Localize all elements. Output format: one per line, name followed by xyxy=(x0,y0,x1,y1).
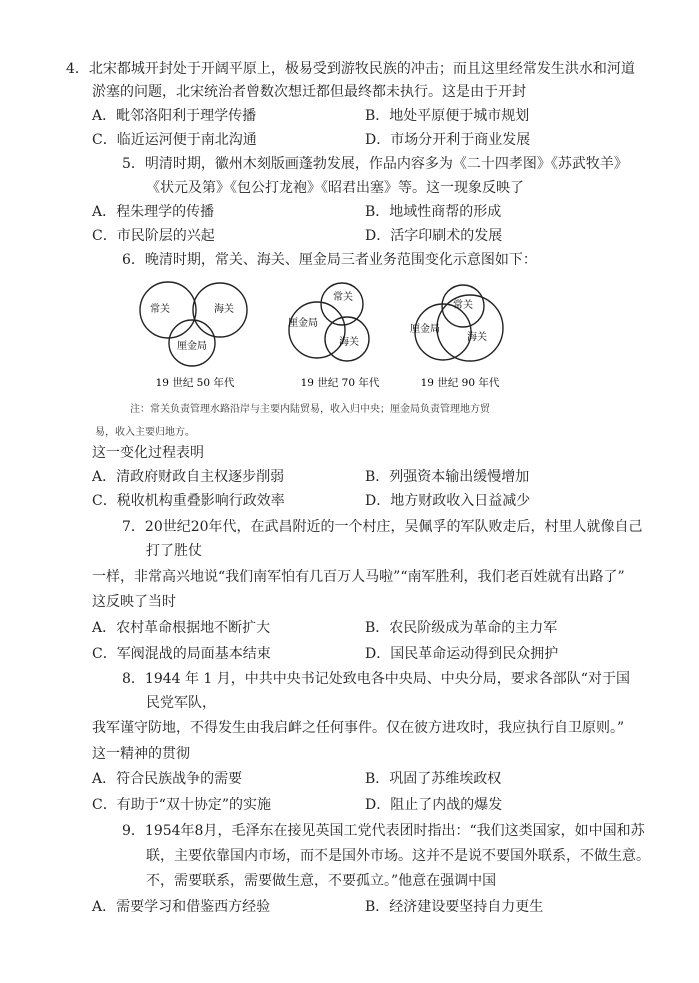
venn-1850s-svg xyxy=(130,280,260,392)
q9-option-a: A．需要学习和借鉴西方经验 xyxy=(92,899,271,915)
venn-1870s-svg xyxy=(285,280,395,392)
q5-option-d: D．活字印刷术的发展 xyxy=(365,228,503,244)
label-changguan: 常关 xyxy=(453,300,473,311)
q7-option-b: B．农民阶级成为革命的主力军 xyxy=(365,620,558,636)
q6-stem-line1: 6．晚清时期，常关、海关、厘金局三者业务范围变化示意图如下： xyxy=(122,252,537,268)
q9-option-b: B．经济建设要坚持自力更生 xyxy=(365,899,544,915)
label-haiguan: 海关 xyxy=(214,304,234,315)
label-lijinju: 厘金局 xyxy=(177,341,207,352)
q8-stem-line2: 民党军队， xyxy=(146,695,216,711)
q6-option-c: C．税收机构重叠影响行政效率 xyxy=(92,493,285,509)
q8-stem-line1: 8．1944 年 1 月，中共中央书记处致电各中央局、中央分局，要求各部队“对于国 xyxy=(122,671,630,687)
q6-option-a: A．清政府财政自主权逐步削弱 xyxy=(92,469,285,485)
q5-option-b: B．地域性商帮的形成 xyxy=(365,204,502,220)
label-changguan: 常关 xyxy=(150,304,170,315)
q9-stem-line3: 不，需要联系，需要做生意，不要孤立。”他意在强调中国 xyxy=(146,873,497,889)
q8-stem-line4: 这一精神的贯彻 xyxy=(92,746,190,762)
q6-option-b: B．列强资本输出缓慢增加 xyxy=(365,469,530,485)
circle-lijinju xyxy=(289,302,345,358)
label-haiguan: 海关 xyxy=(339,337,359,348)
q7-option-a: A．农村革命根据地不断扩大 xyxy=(92,620,271,636)
q9-stem-line1: 9．1954年8月，毛泽东在接见英国工党代表团时指出：“我们这类国家，如中国和苏 xyxy=(122,823,645,839)
q5-option-c: C．市民阶层的兴起 xyxy=(92,228,215,244)
q4-option-d: D．市场分开利于商业发展 xyxy=(365,132,531,148)
q4-option-b: B．地处平原便于城市规划 xyxy=(365,108,530,124)
label-haiguan: 海关 xyxy=(467,332,487,343)
label-lijinju: 厘金局 xyxy=(288,318,318,329)
q7-option-c: C．军阀混战的局面基本结束 xyxy=(92,646,271,662)
venn-diagram-1870s xyxy=(285,280,395,392)
q6-option-d: D．地方财政收入日益减少 xyxy=(365,493,531,509)
q5-option-a: A．程朱理学的传播 xyxy=(92,204,215,220)
q8-option-b: B．巩固了苏维埃政权 xyxy=(365,771,502,787)
venn-1890s-svg xyxy=(405,280,515,392)
q8-option-a: A．符合民族战争的需要 xyxy=(92,771,243,787)
venn-diagram-1890s xyxy=(405,280,515,392)
q6-note-line1: 注：常关负责管理水路沿岸与主要内陆贸易，收入归中央；厘金局负责管理地方贸 xyxy=(130,404,490,415)
q4-option-c: C．临近运河便于南北沟通 xyxy=(92,132,257,148)
label-lijinju: 厘金局 xyxy=(410,324,440,335)
q7-stem-line3: 一样，非常高兴地说“我们南军怕有几百万人马啦”“南军胜利，我们老百姓就有出路了” xyxy=(92,569,625,585)
label-changguan: 常关 xyxy=(333,292,353,303)
q5-stem-line1: 5．明清时期，徽州木刻版画蓬勃发展，作品内容多为《二十四孝图》《苏武牧羊》 xyxy=(122,156,628,172)
q6-stem-line2: 这一变化过程表明 xyxy=(92,445,204,461)
q9-stem-line2: 联，主要依靠国内市场，而不是国外市场。这并不是说不要国外联系，不做生意。 xyxy=(146,848,650,864)
q8-option-c: C．有助于“双十协定”的实施 xyxy=(92,797,272,813)
q5-stem-line2: 《状元及第》《包公打龙袍》《昭君出塞》等。这一现象反映了 xyxy=(146,180,524,196)
q7-option-d: D．国民革命运动得到民众拥护 xyxy=(365,646,559,662)
q4-option-a: A．毗邻洛阳利于理学传播 xyxy=(92,108,257,124)
caption-1870s: 19 世纪 70 年代 xyxy=(300,377,380,389)
q7-stem-line2: 打了胜仗 xyxy=(146,543,202,559)
q4-stem-line1: 4．北宋都城开封处于开阔平原上，极易受到游牧民族的冲击；而且这里经常发生洪水和河道 xyxy=(66,61,635,77)
q7-stem-line1: 7．20世纪20年代，在武昌附近的一个村庄，吴佩孚的军队败走后，村里人就像自己 xyxy=(122,519,643,535)
q4-stem-line2: 淤塞的问题，北宋统治者曾数次想迁都但最终都未执行。这是由于开封 xyxy=(92,84,526,100)
q8-stem-line3: 我军谨守防地，不得发生由我启衅之任何事件。仅在彼方进攻时，我应执行自卫原则。” xyxy=(92,720,625,736)
venn-diagram-1850s xyxy=(130,280,260,392)
caption-1890s: 19 世纪 90 年代 xyxy=(420,377,500,389)
q6-note-line2: 易，收入主要归地方。 xyxy=(95,427,195,438)
caption-1850s: 19 世纪 50 年代 xyxy=(155,377,235,389)
q8-option-d: D．阻止了内战的爆发 xyxy=(365,797,503,813)
q7-stem-line4: 这反映了当时 xyxy=(92,594,176,610)
